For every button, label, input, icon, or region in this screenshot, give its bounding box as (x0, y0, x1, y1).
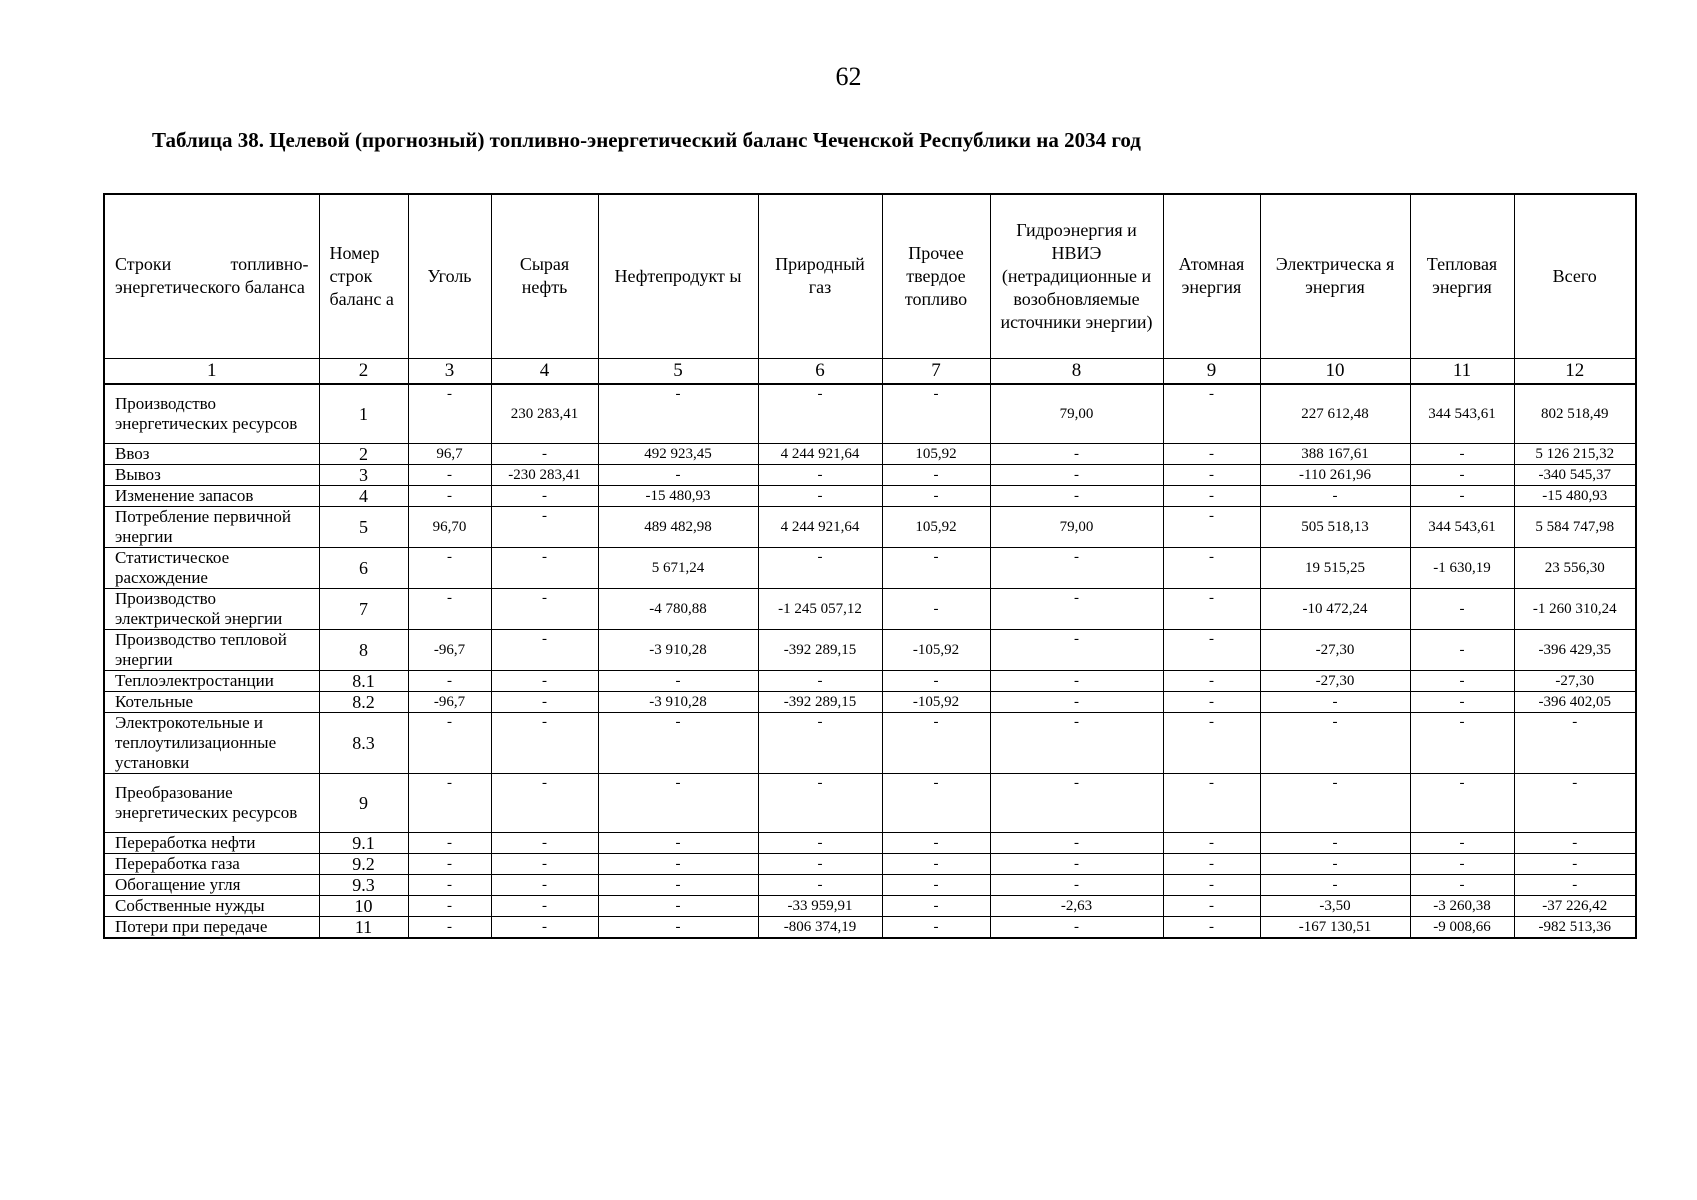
table-cell: - (1410, 444, 1514, 465)
table-cell: - (882, 486, 990, 507)
column-number: 9 (1163, 358, 1260, 384)
table-cell: - (882, 671, 990, 692)
table-cell: -37 226,42 (1514, 896, 1636, 917)
table-row (104, 833, 1636, 854)
energy-balance-table (103, 193, 1637, 939)
table-cell: - (882, 465, 990, 486)
table-cell: 388 167,61 (1260, 444, 1410, 465)
row-label: Собственные нужды (104, 896, 319, 917)
table-row (104, 465, 1636, 486)
table-cell: - (1163, 589, 1260, 630)
table-cell: - (408, 875, 491, 896)
table-cell: - (408, 384, 491, 444)
table-cell: 505 518,13 (1260, 507, 1410, 548)
table-cell: - (491, 671, 598, 692)
table-row (104, 630, 1636, 671)
table-cell: -27,30 (1514, 671, 1636, 692)
table-cell: -2,63 (990, 896, 1163, 917)
table-cell: - (990, 833, 1163, 854)
table-cell: -982 513,36 (1514, 917, 1636, 939)
table-cell: - (1260, 875, 1410, 896)
table-cell: - (408, 896, 491, 917)
table-cell: -3 910,28 (598, 692, 758, 713)
table-cell: -3 260,38 (1410, 896, 1514, 917)
table-cell: - (598, 917, 758, 939)
table-cell: 5 126 215,32 (1514, 444, 1636, 465)
row-number: 6 (319, 548, 408, 589)
table-cell: - (408, 854, 491, 875)
table-cell: - (758, 548, 882, 589)
table-cell: - (598, 465, 758, 486)
row-label: Потери при передаче (104, 917, 319, 939)
table-cell: -15 480,93 (598, 486, 758, 507)
table-cell: 489 482,98 (598, 507, 758, 548)
row-label: Вывоз (104, 465, 319, 486)
column-number: 11 (1410, 358, 1514, 384)
row-number: 11 (319, 917, 408, 939)
row-number: 8.2 (319, 692, 408, 713)
table-cell: - (491, 444, 598, 465)
column-header: Всего (1514, 194, 1636, 358)
table-cell: - (491, 589, 598, 630)
table-row (104, 713, 1636, 774)
table-cell: - (1163, 854, 1260, 875)
table-cell: - (491, 875, 598, 896)
row-label: Статистическое расхождение (104, 548, 319, 589)
table-cell: 105,92 (882, 507, 990, 548)
table-cell: -230 283,41 (491, 465, 598, 486)
table-cell: -806 374,19 (758, 917, 882, 939)
table-cell: 96,7 (408, 444, 491, 465)
column-header: Электрическа я энергия (1260, 194, 1410, 358)
row-number: 9.3 (319, 875, 408, 896)
table-cell: -27,30 (1260, 630, 1410, 671)
row-label: Переработка нефти (104, 833, 319, 854)
table-cell: - (1163, 833, 1260, 854)
table-row (104, 486, 1636, 507)
row-label: Производство энергетических ресурсов (104, 384, 319, 444)
table-cell: - (598, 896, 758, 917)
table-cell: 227 612,48 (1260, 384, 1410, 444)
column-number-row (104, 358, 1636, 384)
table-cell: - (1163, 486, 1260, 507)
table-cell: - (1163, 713, 1260, 774)
table-cell: - (882, 833, 990, 854)
table-cell: - (1260, 486, 1410, 507)
table-cell: -110 261,96 (1260, 465, 1410, 486)
table-cell: - (408, 713, 491, 774)
table-cell: - (882, 875, 990, 896)
table-cell: - (408, 671, 491, 692)
table-cell: - (491, 692, 598, 713)
column-number: 5 (598, 358, 758, 384)
table-cell: -396 402,05 (1514, 692, 1636, 713)
table-cell: - (882, 854, 990, 875)
table-cell: - (1410, 589, 1514, 630)
column-header: Уголь (408, 194, 491, 358)
table-cell: - (1163, 671, 1260, 692)
table-cell: - (491, 896, 598, 917)
table-cell: - (1163, 507, 1260, 548)
table-cell: - (758, 486, 882, 507)
column-header: Атомная энергия (1163, 194, 1260, 358)
table-cell: -4 780,88 (598, 589, 758, 630)
table-cell: -392 289,15 (758, 692, 882, 713)
table-row (104, 671, 1636, 692)
table-row (104, 774, 1636, 833)
table-cell: 105,92 (882, 444, 990, 465)
table-cell: - (758, 465, 882, 486)
table-cell: 4 244 921,64 (758, 444, 882, 465)
table-cell: - (1410, 875, 1514, 896)
table-cell: 19 515,25 (1260, 548, 1410, 589)
table-cell: - (598, 854, 758, 875)
table-body (104, 384, 1636, 939)
table-cell: 802 518,49 (1514, 384, 1636, 444)
table-cell: -9 008,66 (1410, 917, 1514, 939)
table-cell: - (758, 384, 882, 444)
table-cell: - (598, 875, 758, 896)
row-label: Изменение запасов (104, 486, 319, 507)
table-cell: -1 260 310,24 (1514, 589, 1636, 630)
table-cell: - (408, 917, 491, 939)
table-cell: - (758, 833, 882, 854)
row-number: 8.3 (319, 713, 408, 774)
table-cell: - (882, 384, 990, 444)
row-label: Котельные (104, 692, 319, 713)
table-cell: - (1163, 384, 1260, 444)
table-header-row (104, 194, 1636, 358)
table-row (104, 384, 1636, 444)
table-cell: - (1514, 854, 1636, 875)
table-cell: - (990, 854, 1163, 875)
table-cell: - (1410, 854, 1514, 875)
table-cell: -27,30 (1260, 671, 1410, 692)
table-cell: - (1163, 630, 1260, 671)
row-number: 2 (319, 444, 408, 465)
table-row (104, 854, 1636, 875)
table-cell: - (990, 713, 1163, 774)
table-cell: - (990, 444, 1163, 465)
table-cell: - (598, 384, 758, 444)
row-number: 7 (319, 589, 408, 630)
table-cell: - (491, 917, 598, 939)
table-cell: - (598, 671, 758, 692)
row-number: 5 (319, 507, 408, 548)
table-cell: - (408, 486, 491, 507)
table-cell: - (882, 774, 990, 833)
table-cell: - (990, 548, 1163, 589)
row-label: Теплоэлектростанции (104, 671, 319, 692)
table-cell: - (491, 486, 598, 507)
table-cell: - (1163, 774, 1260, 833)
table-cell: - (598, 833, 758, 854)
column-header: Тепловая энергия (1410, 194, 1514, 358)
column-number: 2 (319, 358, 408, 384)
table-cell: 5 584 747,98 (1514, 507, 1636, 548)
table-cell: 4 244 921,64 (758, 507, 882, 548)
table-cell: -1 245 057,12 (758, 589, 882, 630)
table-row (104, 917, 1636, 939)
row-label: Потребление первичной энергии (104, 507, 319, 548)
row-number: 9 (319, 774, 408, 833)
table-cell: -105,92 (882, 692, 990, 713)
column-header: Нефтепродукт ы (598, 194, 758, 358)
table-cell: - (990, 589, 1163, 630)
table-cell: - (1163, 917, 1260, 939)
row-number: 9.1 (319, 833, 408, 854)
table-cell: -96,7 (408, 630, 491, 671)
table-cell: - (491, 548, 598, 589)
column-number: 6 (758, 358, 882, 384)
table-cell: - (1410, 486, 1514, 507)
table-cell: - (1514, 833, 1636, 854)
table-cell: - (1260, 833, 1410, 854)
table-cell: - (758, 854, 882, 875)
table-row (104, 896, 1636, 917)
table-cell: - (758, 875, 882, 896)
column-number: 4 (491, 358, 598, 384)
table-cell: - (1410, 630, 1514, 671)
table-cell: - (491, 507, 598, 548)
table-cell: 344 543,61 (1410, 507, 1514, 548)
table-cell: - (990, 917, 1163, 939)
table-row (104, 548, 1636, 589)
table-row (104, 692, 1636, 713)
table-cell: -167 130,51 (1260, 917, 1410, 939)
table-cell: - (1260, 854, 1410, 875)
column-header: Сырая нефть (491, 194, 598, 358)
table-cell: - (491, 774, 598, 833)
row-number: 9.2 (319, 854, 408, 875)
table-cell: 5 671,24 (598, 548, 758, 589)
table-cell: -105,92 (882, 630, 990, 671)
table-cell: - (1410, 713, 1514, 774)
column-number: 8 (990, 358, 1163, 384)
table-cell: -33 959,91 (758, 896, 882, 917)
table-cell: - (882, 548, 990, 589)
table-cell: - (1163, 465, 1260, 486)
table-cell: 230 283,41 (491, 384, 598, 444)
table-cell: - (598, 713, 758, 774)
table-cell: -10 472,24 (1260, 589, 1410, 630)
table-cell: - (1163, 896, 1260, 917)
table-cell: -3 910,28 (598, 630, 758, 671)
column-number: 10 (1260, 358, 1410, 384)
table-cell: - (408, 589, 491, 630)
table-cell: - (882, 589, 990, 630)
column-header: Гидроэнергия и НВИЭ (нетрадиционные и возобновляемые источники энергии) (990, 194, 1163, 358)
table-cell: - (491, 630, 598, 671)
table-cell: 23 556,30 (1514, 548, 1636, 589)
row-number: 4 (319, 486, 408, 507)
table-cell: - (990, 630, 1163, 671)
table-cell: - (990, 774, 1163, 833)
row-label: Производство электрической энергии (104, 589, 319, 630)
table-cell: - (758, 671, 882, 692)
table-cell: - (1260, 692, 1410, 713)
table-cell: - (990, 692, 1163, 713)
table-row (104, 444, 1636, 465)
row-label: Преобразование энергетических ресурсов (104, 774, 319, 833)
table-caption: Таблица 38. Целевой (прогнозный) топливно-энергетический баланс Чеченской Республики на 2034 год (152, 128, 1141, 152)
table-cell: - (758, 774, 882, 833)
row-number: 8.1 (319, 671, 408, 692)
table-cell: - (491, 833, 598, 854)
table-cell: - (408, 774, 491, 833)
table-cell: - (1514, 875, 1636, 896)
table-cell: - (990, 486, 1163, 507)
table-cell: - (882, 917, 990, 939)
column-header: Строки топливно-энергетического баланса (104, 194, 319, 358)
table-cell: - (1410, 692, 1514, 713)
column-header: Номер строк баланс а (319, 194, 408, 358)
table-cell: -1 630,19 (1410, 548, 1514, 589)
row-label: Обогащение угля (104, 875, 319, 896)
table-cell: - (1260, 713, 1410, 774)
table-row (104, 507, 1636, 548)
row-number: 8 (319, 630, 408, 671)
table-cell: - (1260, 774, 1410, 833)
table-cell: - (758, 713, 882, 774)
row-number: 1 (319, 384, 408, 444)
table-cell: - (990, 671, 1163, 692)
table-cell: - (1163, 548, 1260, 589)
table-cell: - (491, 854, 598, 875)
column-number: 3 (408, 358, 491, 384)
table-cell: - (882, 896, 990, 917)
row-label: Ввоз (104, 444, 319, 465)
row-number: 3 (319, 465, 408, 486)
table-cell: - (882, 713, 990, 774)
table-cell: -96,7 (408, 692, 491, 713)
row-label: Переработка газа (104, 854, 319, 875)
table-cell: - (408, 833, 491, 854)
table-cell: 492 923,45 (598, 444, 758, 465)
column-header: Природный газ (758, 194, 882, 358)
table-cell: -392 289,15 (758, 630, 882, 671)
table-cell: - (1514, 774, 1636, 833)
page-number: 62 (835, 62, 862, 91)
table-row (104, 589, 1636, 630)
table-row (104, 875, 1636, 896)
table-cell: - (1410, 833, 1514, 854)
table-cell: - (598, 774, 758, 833)
table-cell: - (1410, 465, 1514, 486)
table-cell: - (1514, 713, 1636, 774)
table-cell: 96,70 (408, 507, 491, 548)
row-label: Электрокотельные и теплоутилизационные установки (104, 713, 319, 774)
table-cell: - (491, 713, 598, 774)
row-label: Производство тепловой энергии (104, 630, 319, 671)
table-cell: 79,00 (990, 384, 1163, 444)
table-cell: -396 429,35 (1514, 630, 1636, 671)
table-cell: - (1163, 875, 1260, 896)
table-cell: - (1163, 444, 1260, 465)
row-number: 10 (319, 896, 408, 917)
column-number: 7 (882, 358, 990, 384)
table-cell: - (1410, 671, 1514, 692)
column-number: 1 (104, 358, 319, 384)
table-cell: - (408, 465, 491, 486)
table-cell: - (990, 465, 1163, 486)
table-cell: - (1410, 774, 1514, 833)
column-number: 12 (1514, 358, 1636, 384)
table-cell: - (408, 548, 491, 589)
table-cell: - (990, 875, 1163, 896)
column-header: Прочее твердое топливо (882, 194, 990, 358)
table-cell: -340 545,37 (1514, 465, 1636, 486)
table-cell: -15 480,93 (1514, 486, 1636, 507)
table-cell: - (1163, 692, 1260, 713)
table-cell: -3,50 (1260, 896, 1410, 917)
table-cell: 344 543,61 (1410, 384, 1514, 444)
table-cell: 79,00 (990, 507, 1163, 548)
